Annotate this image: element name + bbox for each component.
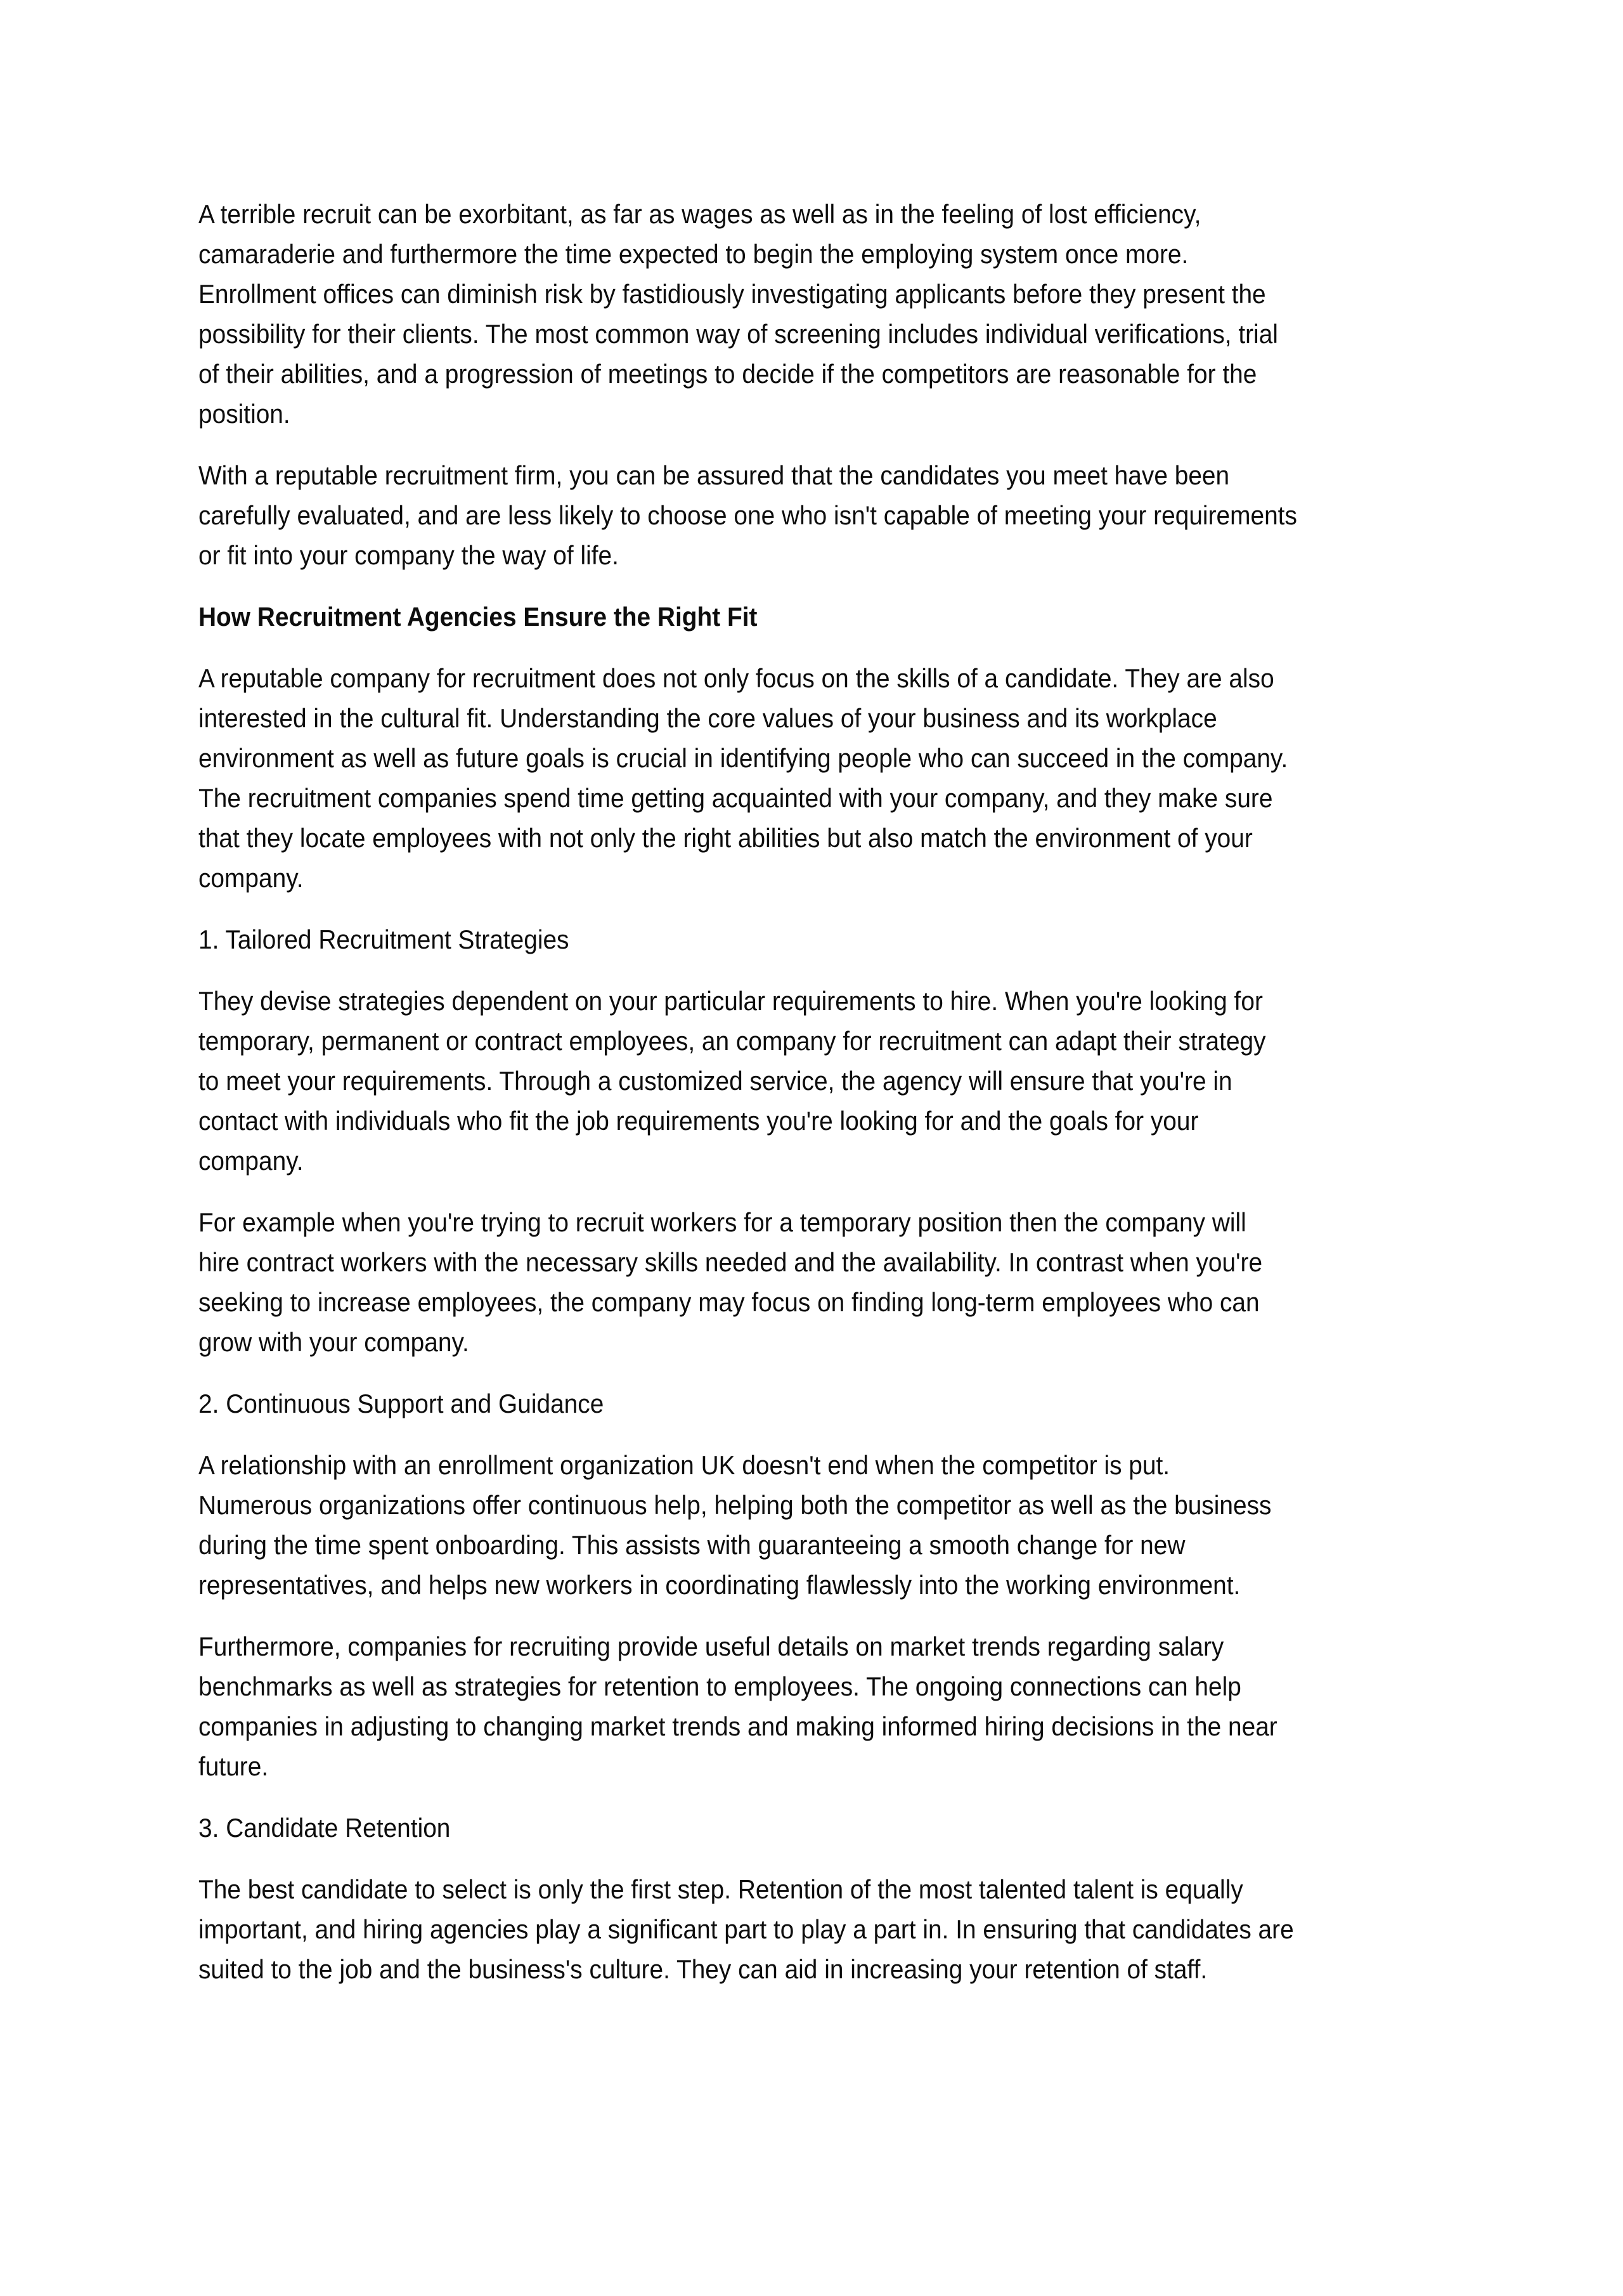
text-line: With a reputable recruitment firm, you can be assured that the candidates you meet have been xyxy=(198,460,1230,490)
text-line: Furthermore, companies for recruiting provide useful details on market trends regarding salary xyxy=(198,1631,1224,1661)
text-line: during the time spent onboarding. This assists with guaranteeing a smooth change for new xyxy=(198,1530,1186,1560)
text-line: A terrible recruit can be exorbitant, as far as wages as well as in the feeling of lost efficiency, xyxy=(198,199,1201,229)
text-line: important, and hiring agencies play a significant part to play a part in. In ensuring that candidates are xyxy=(198,1914,1294,1944)
text-line: grow with your company. xyxy=(198,1327,469,1357)
paragraph-cultural-fit xyxy=(198,658,1466,898)
paragraph-devise-strategies xyxy=(198,981,1466,1181)
text-line: A reputable company for recruitment does not only focus on the skills of a candidate. They are also xyxy=(198,663,1274,693)
text-line: seeking to increase employees, the company may focus on finding long-term employees who can xyxy=(198,1287,1260,1317)
text-line: possibility for their clients. The most common way of screening includes individual verifications, trial xyxy=(198,319,1278,349)
text-line: company. xyxy=(198,1146,304,1176)
subheading-tailored-strategies xyxy=(198,919,1466,959)
text-line: or fit into your company the way of life. xyxy=(198,540,619,570)
text-line: A relationship with an enrollment organization UK doesn't end when the competitor is put. xyxy=(198,1450,1170,1480)
text-line: of their abilities, and a progression of meetings to decide if the competitors are reasonable for the xyxy=(198,359,1257,389)
section-heading xyxy=(198,597,1466,637)
paragraph-reputable-firm xyxy=(198,455,1466,575)
subheading-text: 2. Continuous Support and Guidance xyxy=(198,1389,604,1418)
text-line: For example when you're trying to recruit workers for a temporary position then the company will xyxy=(198,1207,1246,1237)
subheading-text: 3. Candidate Retention xyxy=(198,1813,451,1843)
text-line: companies in adjusting to changing market trends and making informed hiring decisions in the near xyxy=(198,1711,1277,1741)
text-line: company. xyxy=(198,863,304,893)
text-line: environment as well as future goals is crucial in identifying people who can succeed in the company. xyxy=(198,743,1288,773)
text-line: Numerous organizations offer continuous help, helping both the competitor as well as the business xyxy=(198,1490,1272,1520)
text-line: carefully evaluated, and are less likely to choose one who isn't capable of meeting your requirements xyxy=(198,500,1297,530)
text-line: hire contract workers with the necessary skills needed and the availability. In contrast when you're xyxy=(198,1247,1263,1277)
subheading-continuous-support xyxy=(198,1384,1466,1424)
text-line: temporary, permanent or contract employees, an company for recruitment can adapt their strategy xyxy=(198,1026,1266,1056)
paragraph-market-trends xyxy=(198,1626,1466,1786)
text-line: to meet your requirements. Through a customized service, the agency will ensure that you're in xyxy=(198,1066,1232,1096)
text-line: contact with individuals who fit the job requirements you're looking for and the goals for your xyxy=(198,1106,1199,1136)
paragraph-example xyxy=(198,1202,1466,1362)
subheading-candidate-retention xyxy=(198,1808,1466,1848)
text-line: representatives, and helps new workers in coordinating flawlessly into the working environment. xyxy=(198,1570,1241,1600)
text-line: Enrollment offices can diminish risk by fastidiously investigating applicants before they present the xyxy=(198,279,1266,309)
subheading-text: 1. Tailored Recruitment Strategies xyxy=(198,924,569,954)
text-line: camaraderie and furthermore the time expected to begin the employing system once more. xyxy=(198,239,1189,269)
heading-text: How Recruitment Agencies Ensure the Right Fit xyxy=(198,602,758,632)
text-line: benchmarks as well as strategies for retention to employees. The ongoing connections can help xyxy=(198,1671,1241,1701)
text-line: The best candidate to select is only the first step. Retention of the most talented talent is equally xyxy=(198,1874,1243,1904)
paragraph-relationship xyxy=(198,1445,1466,1605)
text-line: that they locate employees with not only the right abilities but also match the environment of your xyxy=(198,823,1253,853)
text-line: interested in the cultural fit. Understanding the core values of your business and its workplace xyxy=(198,703,1217,733)
paragraph-retention xyxy=(198,1869,1466,1989)
paragraph-bad-hire-cost xyxy=(198,194,1466,434)
text-line: future. xyxy=(198,1751,269,1781)
document-page xyxy=(198,194,1466,2011)
text-line: position. xyxy=(198,399,290,429)
text-line: suited to the job and the business's culture. They can aid in increasing your retention of staff. xyxy=(198,1954,1208,1984)
text-line: The recruitment companies spend time getting acquainted with your company, and they make sure xyxy=(198,783,1273,813)
text-line: They devise strategies dependent on your particular requirements to hire. When you're looking for xyxy=(198,986,1263,1016)
